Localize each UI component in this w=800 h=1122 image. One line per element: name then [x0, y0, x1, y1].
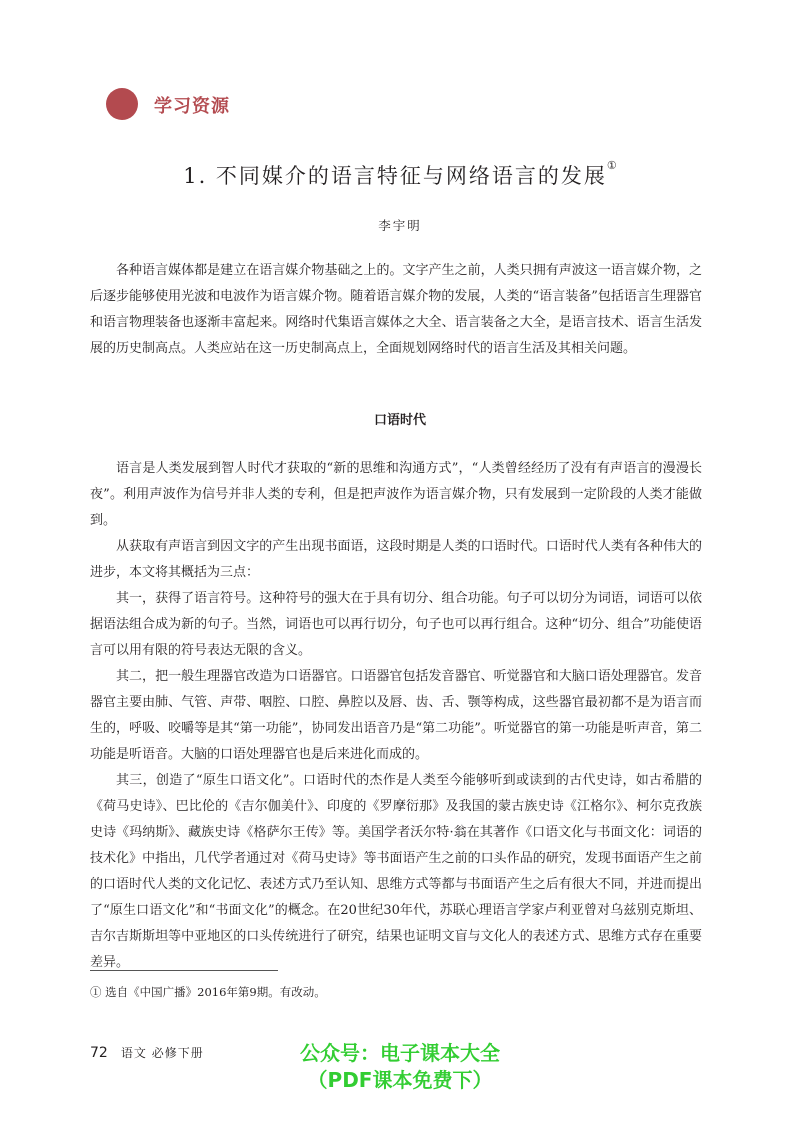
- paragraph: 其一，获得了语言符号。这种符号的强大在于具有切分、组合功能。句子可以切分为词语，词语可以依据语法组合成为新的句子。当然，词语也可以再行切分，句子也可以再行组合。这种“切分、组合”功能使语言可以用有限的符号表达无限的含义。: [90, 591, 702, 658]
- footnote-divider: [90, 970, 278, 971]
- watermark-line-2: （PDF课本免费下）: [307, 1068, 493, 1092]
- paragraph: 从获取有声语言到因文字的产生出现书面语，这段时期是人类的口语时代。口语时代人类有各种伟大的进步，本文将其概括为三点：: [90, 539, 702, 580]
- watermark: [200, 1040, 600, 1094]
- paragraph: 其二，把一般生理器官改造为口语器官。口语器官包括发音器官、听觉器官和大脑口语处理器官。发音器官主要由肺、气管、声带、咽腔、口腔、鼻腔以及唇、齿、舌、颚等构成，这些器官最初都不是为语言而生的，呼吸、咬嚼等是其“第一功能”，协同发出语音乃是“第二功能”。听觉器官的第一功能是听声音，第二功能是听语音。大脑的口语处理器官也是后来进化而成的。: [90, 669, 702, 762]
- article-author: 李宇明: [378, 218, 422, 233]
- article-title-text: 1. 不同媒介的语言特征与网络语言的发展: [183, 164, 607, 188]
- footnote-marker[interactable]: ①: [606, 159, 617, 172]
- section-heading: 口语时代: [373, 413, 426, 428]
- running-title: 语文 必修下册: [120, 1046, 204, 1060]
- paragraph: 语言是人类发展到智人时代才获取的“新的思维和沟通方式”，“人类曾经经历了没有有声语言的漫漫长夜”。利用声波作为信号并非人类的专利，但是把声波作为语言媒介物，只有发展到一定阶段的人类才能做到。: [90, 461, 702, 528]
- intro-block: [90, 258, 702, 362]
- page-footer: [90, 1042, 204, 1061]
- watermark-line-1: 公众号：电子课本大全: [300, 1041, 500, 1065]
- main-text: [90, 456, 702, 976]
- section-label: 学习资源: [154, 96, 230, 117]
- article-title: [0, 160, 800, 190]
- paragraph: 其三，创造了“原生口语文化”。口语时代的杰作是人类至今能够听到或读到的古代史诗，如古希腊的《荷马史诗》、巴比伦的《吉尔伽美什》、印度的《罗摩衍那》及我国的蒙古族史诗《江格尔》、柯尔克孜族史诗《玛纳斯》、藏族史诗《格萨尔王传》等。美国学者沃尔特·翁在其著作《口语文化与书面文化：词语的技术化》中指出，几代学者通过对《荷马史诗》等书面语产生之前的口头作品的研究，发现书面语产生之前的口语时代人类的文化记忆、表述方式乃至认知、思维方式等都与书面语产生之后有很大不同，并进而提出了“原生口语文化”和“书面文化”的概念。在20世纪30年代，苏联心理语言学家卢利亚曾对乌兹别克斯坦、吉尔吉斯斯坦等中亚地区的口头传统进行了研究，结果也证明文盲与文化人的表述方式、思维方式存在重要差异。: [90, 773, 702, 970]
- section-marker-dot: [106, 88, 138, 120]
- intro-paragraph: 各种语言媒体都是建立在语言媒介物基础之上的。文字产生之前，人类只拥有声波这一语言媒介物，之后逐步能够使用光波和电波作为语言媒介物。随着语言媒介物的发展，人类的“语言装备”包括语言生理器官和语言物理装备也逐渐丰富起来。网络时代集语言媒体之大全、语言装备之大全，是语言技术、语言生活发展的历史制高点。人类应站在这一历史制高点上，全面规划网络时代的语言生活及其相关问题。: [90, 263, 702, 356]
- page-number: 72: [90, 1045, 108, 1061]
- footnote: ① 选自《中国广播》2016年第9期。有改动。: [90, 985, 326, 999]
